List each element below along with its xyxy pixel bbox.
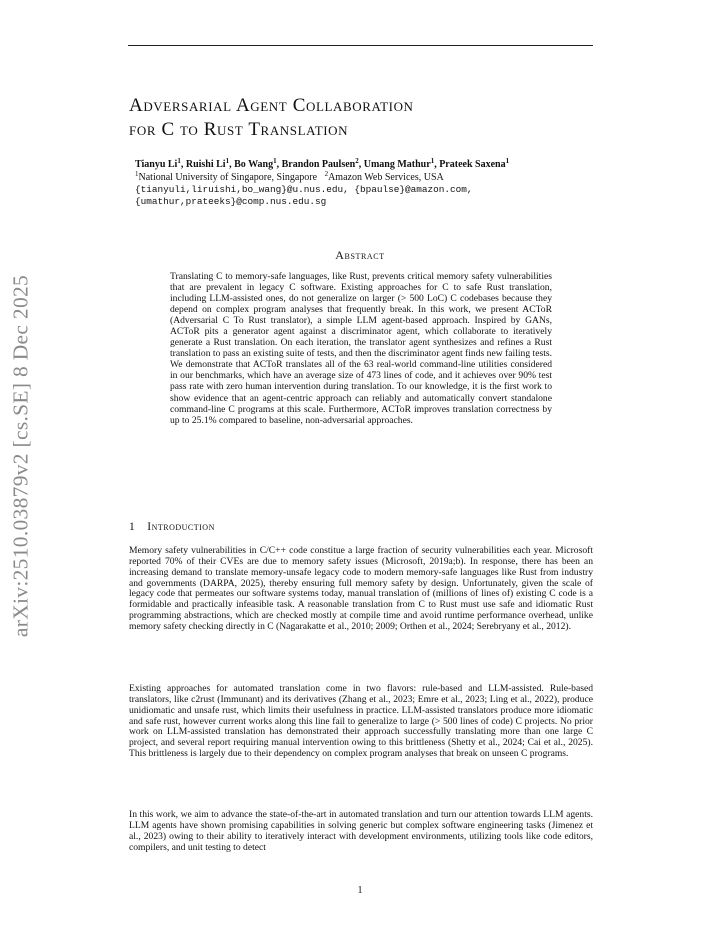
author-emails[interactable]: {tianyuli,liruishi,bo_wang}@u.nus.edu, {bpaulse}@amazon.com, — [135, 184, 473, 195]
affiliations: $^1$National University of Singapore, Singapore $^2$Amazon Web Services, USA — [135, 170, 444, 183]
section-number: 1 — [129, 521, 136, 533]
paper-title — [129, 94, 599, 142]
title-line: Adversarial Agent Collaboration — [129, 95, 414, 116]
affiliation: National University of Singapore, Singapore — [138, 172, 318, 183]
author: Tianyu Li$^1$ — [135, 157, 181, 170]
section-title: Introduction — [147, 521, 215, 533]
author: Ruishi Li$^1$ — [185, 157, 230, 170]
page-number: 1 — [357, 885, 363, 896]
arxiv-identifier-stamp — [0, 0, 42, 932]
abstract-text: Translating C to memory-safe languages, like Rust, prevents critical memory safety vulnerabilities that are prevalent in legacy C software. Existing approaches for C to safe Rust translation, including LLM-assisted ones, do not generalize on larger (> 500 LoC) C codebases because they depend on complex program analyses that frequently break. In this work, we present ACToR (Adversarial C To Rust translator), a simple LLM agent-based approach. Inspired by GANs, ACToR pits a generator agent against a discriminator agent, which collaborate to iteratively generate a Rust translation. On each iteration, the translator agent synthesizes and refines a Rust translation to pass an existing suite of tests, and then the discriminator agent finds new failing tests. We demonstrate that ACToR translates all of the 63 real-world command-line utilities considered in our benchmarks, which have an average size of 473 lines of code, and it achieves over 90% test pass rate with zero human intervention during translation. To our knowledge, it is the first work to show evidence that an agent-centric approach can reliably and automatically convert standalone command-line C programs at this scale. Furthermore, ACToR improves translation correctness by up to 25.1% compared to baseline, non-adversarial approaches. — [170, 271, 552, 426]
author: Prateek Saxena$^1$ — [439, 157, 510, 170]
arxiv-id[interactable]: arXiv:2510.03879v2 [cs.SE] 8 Dec 2025 — [8, 274, 33, 638]
section-heading — [129, 521, 215, 533]
author: Bo Wang$^1$ — [234, 157, 277, 170]
author: Brandon Paulsen$^2$ — [281, 157, 359, 170]
author-emails[interactable]: {umathur,prateeks}@comp.nus.edu.sg — [135, 196, 327, 207]
author-list: Tianyu Li$^1$, Ruishi Li$^1$, Bo Wang$^1$, Brandon Paulsen$^2$, Umang Mathur$^1$, Prateek Saxena$^1$ — [135, 157, 510, 170]
title-line: for C to Rust Translation — [129, 119, 349, 140]
abstract-heading: Abstract — [335, 248, 385, 262]
author: Umang Mathur$^1$ — [363, 157, 435, 170]
body-paragraph: Existing approaches for automated translation come in two flavors: rule-based and LLM-assisted. Rule-based translators, like c2rust (Immunant) and its derivatives (Zhang et al., 2023; Emre et al., 2023; Ling et al., 2022), produce unidiomatic and unsafe rust, which limits their usefulness in practice. LLM-assisted translators produce more idiomatic and safe rust, however current works along this line fail to generalize to large (> 500 lines of code) C projects. No prior work on LLM-assisted translation has demonstrated their approach successfully translating more than one large C project, and several report requiring manual intervention owing to this brittleness (Shetty et al., 2024; Cai et al., 2025). This brittleness is largely due to their dependency on complex program analyses that break on unseen C programs. — [129, 683, 593, 760]
body-paragraph: Memory safety vulnerabilities in C/C++ code constitue a large fraction of security vulnerabilities each year. Microsoft reported 70% of their CVEs are due to memory safety issues (Microsoft, 2019a;b). In response, there has been an increasing demand to translate memory-unsafe legacy code to modern memory-safe languages like Rust from industry and governments (DARPA, 2025), thereby ensuring full memory safety by design. Unfortunately, given the scale of legacy code that permeates our software systems today, manual translation of (millions of lines of) existing C code is a formidable and practically infeasible task. A reasonable translation from C to Rust must use safe and idiomatic Rust programming abstractions, which are checked mostly at compile time and avoid runtime performance overhead, unlike memory safety checking directly in C (Nagarakatte et al., 2010; 2009; Orthen et al., 2024; Serebryany et al., 2012). — [129, 545, 593, 632]
affiliation: Amazon Web Services, USA — [328, 172, 444, 183]
header-rule — [128, 45, 593, 46]
body-paragraph: In this work, we aim to advance the state-of-the-art in automated translation and turn our attention towards LLM agents. LLM agents have shown promising capabilities in solving generic but complex software engineering tasks (Jimenez et al., 2023) owing to their ability to iteratively interact with development environments, utilizing tools like code editors, compilers, and unit testing to detect — [129, 809, 593, 853]
